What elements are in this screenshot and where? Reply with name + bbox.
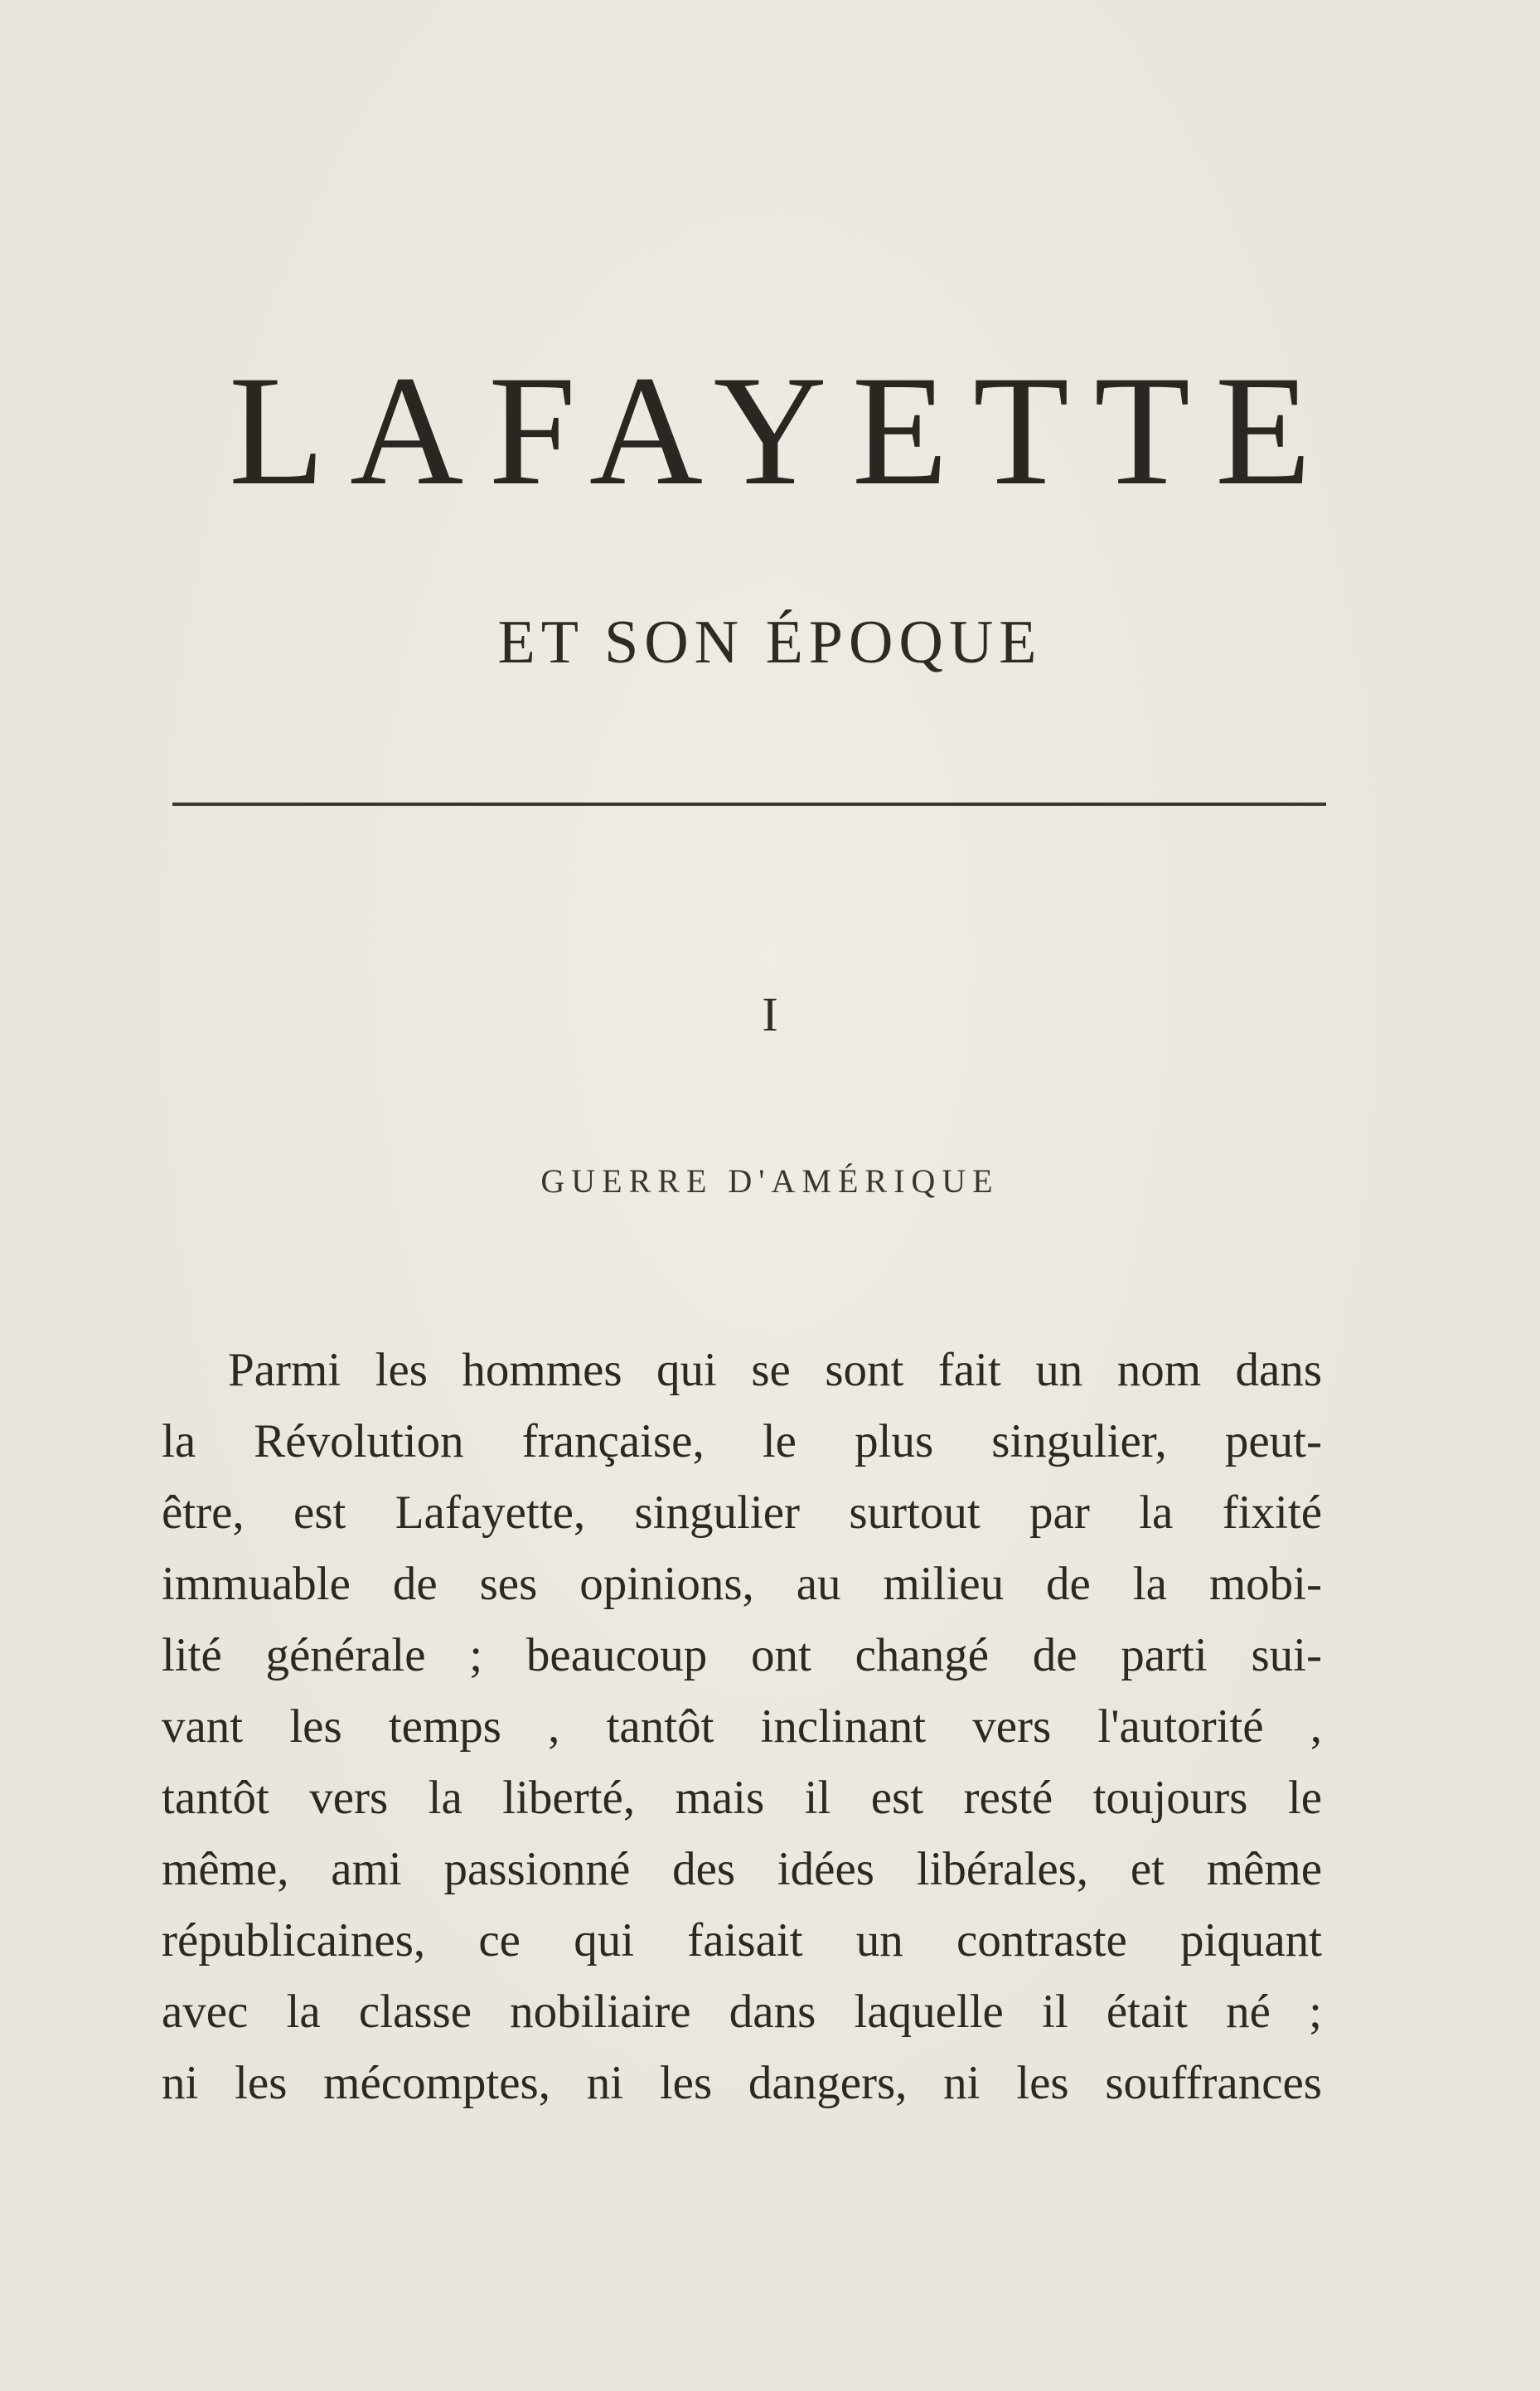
text-line: immuable de ses opinions, au milieu de la mobi- (162, 1558, 1322, 1610)
text-line: avec la classe nobiliaire dans laquelle il était né ; (162, 1986, 1322, 2038)
text-line: Parmi les hommes qui se sont fait un nom dans (228, 1344, 1322, 1396)
text-line: lité générale ; beaucoup ont changé de parti sui- (162, 1629, 1322, 1681)
text-line: la Révolution française, le plus singulier, peut- (162, 1415, 1322, 1467)
book-title: LAFAYETTE (228, 344, 1337, 518)
text-line: ni les mécomptes, ni les dangers, ni les souffrances (162, 2057, 1322, 2109)
title-divider (172, 803, 1326, 806)
chapter-title: GUERRE D'AMÉRIQUE (540, 1162, 1000, 1200)
text-line: être, est Lafayette, singulier surtout par la fixité (162, 1486, 1322, 1539)
text-line: vant les temps , tantôt inclinant vers l'autorité , (162, 1700, 1322, 1753)
text-line: républicaines, ce qui faisait un contraste piquant (162, 1914, 1322, 1967)
book-subtitle: ET SON ÉPOQUE (497, 609, 1043, 677)
body-paragraph (162, 1335, 1322, 2119)
text-line: tantôt vers la liberté, mais il est resté toujours le (162, 1772, 1322, 1824)
text-line: même, ami passionné des idées libérales, et même (162, 1843, 1322, 1895)
chapter-number: I (762, 987, 778, 1041)
